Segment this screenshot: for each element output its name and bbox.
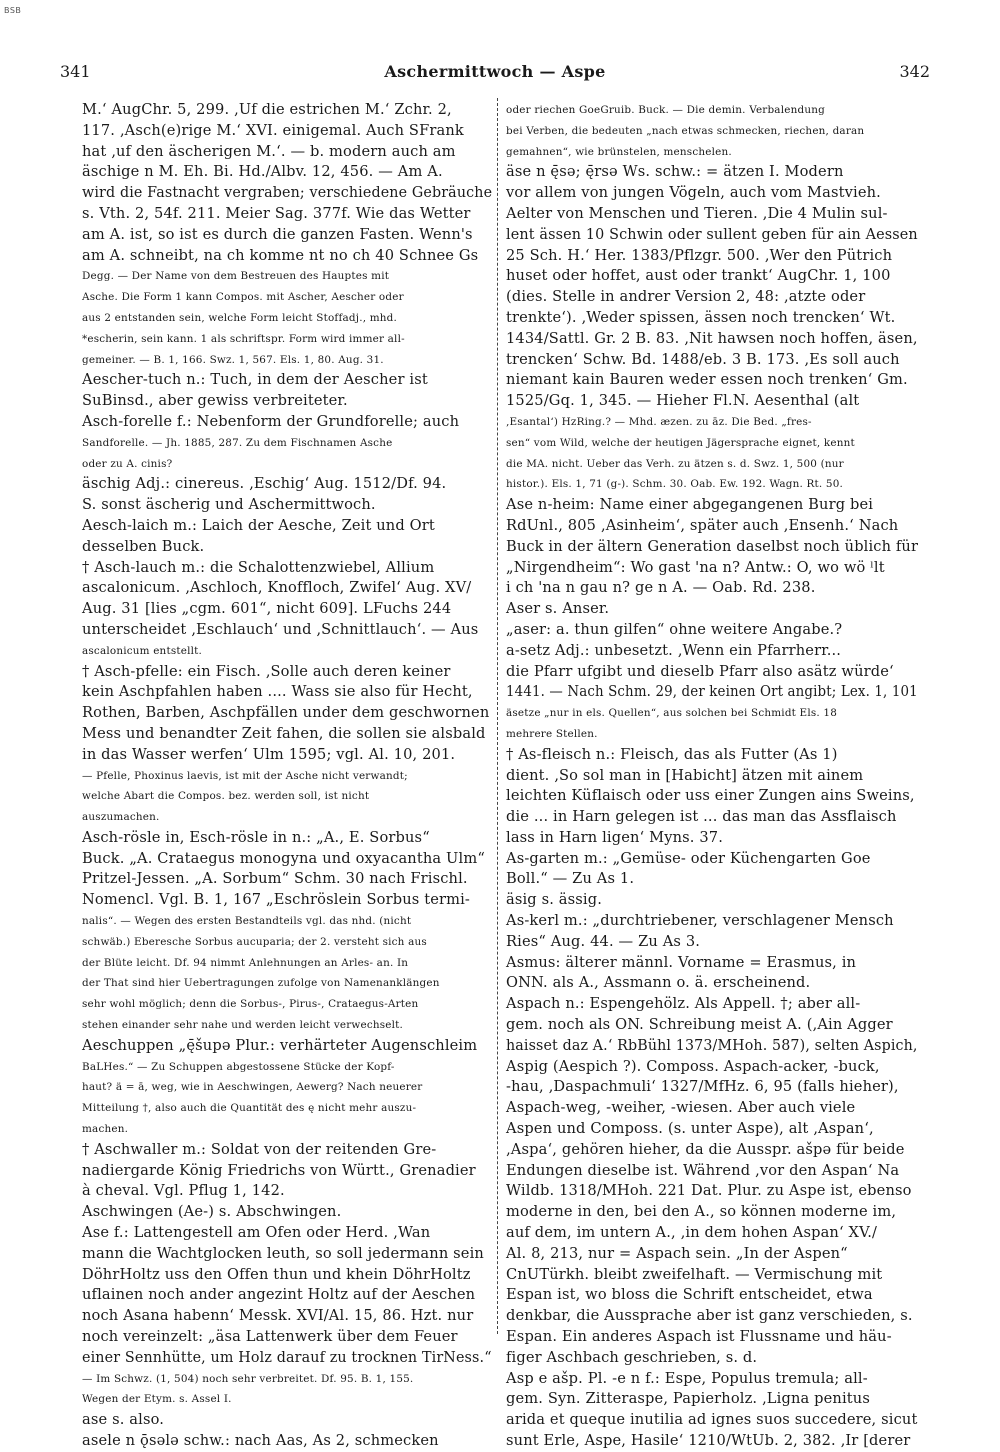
text-line: trencken‘ Schw. Bd. 1488/eb. 3 B. 173. ‚Es soll auch: [506, 350, 900, 368]
text-line: RdUnl., 805 ‚Asinheim‘, später auch ‚Ensenh.‘ Nach: [506, 516, 899, 534]
text-line: äschig Adj.: cinereus. ‚Eschig‘ Aug. 1512/Df. 94.: [82, 475, 447, 493]
text-line: SuBinsd., aber gewiss verbreiteter.: [82, 392, 348, 410]
text-line: Aschwingen (Ae-) s. Abschwingen.: [82, 1203, 342, 1221]
text-line: ‚Esantal‘) HzRing.? — Mhd. æzen. zu āz. Die Bed. „fres-: [506, 415, 812, 428]
text-line: die ... in Harn gelegen ist ... das man das Assflaisch: [506, 808, 897, 826]
text-line: vor allem von jungen Vögeln, auch vom Mastvieh.: [506, 184, 881, 202]
text-line: Rothen, Barben, Aschpfällen under dem geschwornen: [82, 704, 490, 722]
text-line: Buck in der ältern Generation daselbst noch üblich für: [506, 537, 919, 555]
text-line: Nomencl. Vgl. B. 1, 167 „Eschröslein Sorbus termi-: [82, 891, 471, 909]
text-line: a-setz Adj.: unbesetzt. ‚Wenn ein Pfarrherr...: [506, 641, 842, 659]
text-line: am A. schneibt, na ch komme nt no ch 40 Schnee Gs: [82, 246, 479, 264]
column-divider: [497, 98, 498, 1334]
text-line: à cheval. Vgl. Pflug 1, 142.: [82, 1182, 285, 1200]
page-title: Aschermittwoch — Aspe: [384, 62, 606, 81]
text-line: Wegen der Etym. s. Assel I.: [82, 1393, 232, 1406]
text-line: Espan. Ein anderes Aspach ist Flussname und häu-: [506, 1328, 892, 1346]
text-line: — Im Schwz. (1, 504) noch sehr verbreitet. Df. 95. B. 1, 155.: [82, 1372, 414, 1385]
text-line: gemahnen“, wie brünstelen, menschelen.: [506, 145, 732, 158]
text-line: die Pfarr ufgibt und dieselb Pfarr also asätz würde‘: [506, 662, 894, 680]
text-line: s. Vth. 2, 54f. 211. Meier Sag. 377f. Wie das Wetter: [82, 204, 471, 222]
text-line: huset oder hoffet, aust oder trankt‘ AugChr. 1, 100: [506, 267, 891, 285]
text-line: Al. 8, 213, nur = Aspach sein. „In der Aspen“: [506, 1244, 848, 1262]
text-line: gemeiner. — B. 1, 166. Swz. 1, 567. Els. 1, 80. Aug. 31.: [82, 353, 384, 366]
text-line: *escherin, sein kann. 1 als schriftspr. Form wird immer all-: [82, 332, 405, 345]
text-line: 1525/Gq. 1, 345. — Hieher Fl.N. Aesenthal (alt: [506, 392, 860, 410]
text-line: gem. Syn. Zitteraspe, Papierholz. ‚Ligna penitus: [506, 1390, 870, 1408]
text-line: trenkte‘). ‚Weder spissen, ässen noch trencken‘ Wt.: [506, 308, 896, 326]
text-line: — Pfelle, Phoxinus laevis, ist mit der Asche nicht verwandt;: [82, 769, 408, 782]
text-line: gem. noch als ON. Schreibung meist A. (‚Ain Agger: [506, 1016, 893, 1034]
text-line: wird die Fastnacht vergraben; verschiedene Gebräuche: [82, 184, 493, 202]
text-line: bei Verben, die bedeuten „nach etwas schmecken, riechen, daran: [506, 124, 865, 137]
text-line: kein Aschpfahlen haben .... Wass sie also für Hecht,: [82, 683, 473, 701]
text-line: unterscheidet ‚Eschlauch‘ und ‚Schnittlauch‘. — Aus: [82, 620, 479, 638]
text-line: „Nirgendheim“: Wo gast 'na n? Antw.: O, wo wö ˡlt: [506, 558, 885, 576]
text-line: 1441. — Nach Schm. 29, der keinen Ort angibt; Lex. 1, 101: [506, 683, 918, 701]
text-line: Aescher-tuch n.: Tuch, in dem der Aescher ist: [82, 371, 428, 389]
text-line: machen.: [82, 1123, 129, 1136]
text-line: Asch-rösle in, Esch-rösle in n.: „A., E. Sorbus“: [82, 828, 430, 846]
text-line: Aspen und Composs. (s. unter Aspe), alt ‚Aspan‘,: [506, 1120, 874, 1138]
text-line: Degg. — Der Name von dem Bestreuen des Hauptes mit: [82, 270, 390, 283]
text-line: der That sind hier Uebertragungen zufolge von Namenanklängen: [82, 977, 440, 990]
text-line: Aesch-laich m.: Laich der Aesche, Zeit und Ort: [82, 516, 435, 534]
text-line: auszumachen.: [82, 811, 160, 824]
text-line: denkbar, die Aussprache aber ist ganz verschieden, s.: [506, 1307, 913, 1325]
text-line: Asch-forelle f.: Nebenform der Grundforelle; auch: [82, 412, 460, 430]
text-line: sen“ vom Wild, welche der heutigen Jägersprache eignet, kennt: [506, 436, 855, 449]
text-line: ‚Aspa‘, gehören hieher, da die Ausspr. ašpə für beide: [506, 1140, 905, 1158]
text-line: DöhrHoltz uss den Offen thun und khein DöhrHoltz: [82, 1265, 471, 1283]
text-line: sehr wohl möglich; denn die Sorbus-, Pirus-, Crataegus-Arten: [82, 998, 419, 1011]
text-line: Aser s. Anser.: [506, 600, 610, 618]
text-line: nadiergarde König Friedrichs von Württ., Grenadier: [82, 1161, 476, 1179]
text-line: Endungen dieselbe ist. Während ‚vor den Aspan‘ Na: [506, 1161, 900, 1179]
text-line: S. sonst äscherig und Aschermittwoch.: [82, 496, 376, 514]
text-line: sunt Erle, Aspe, Hasile‘ 1210/WtUb. 2, 382. ‚Ir [derer: [506, 1432, 911, 1449]
text-line: hat ‚uf den äscherigen M.‘. — b. modern auch am: [82, 142, 456, 160]
text-line: lass in Harn ligen‘ Myns. 37.: [506, 828, 724, 846]
text-line: haut? ä = ā, weg, wie in Aeschwingen, Aewerg? Nach neuerer: [82, 1081, 423, 1094]
text-line: am A. ist, so ist es durch die ganzen Fasten. Wenn's: [82, 225, 473, 243]
text-line: Asp e ašp. Pl. -e n f.: Espe, Populus tremula; all-: [506, 1369, 868, 1387]
library-stamp: BSB: [4, 6, 22, 15]
text-line: Aspach-weg, -weiher, -wiesen. Aber auch viele: [506, 1099, 856, 1117]
text-line: -hau, ‚Daspachmuli‘ 1327/MfHz. 6, 95 (falls hieher),: [506, 1078, 899, 1096]
text-line: Aspach n.: Espengehölz. Als Appell. †; aber all-: [506, 995, 861, 1013]
text-line: Boll.“ — Zu As 1.: [506, 870, 635, 888]
text-line: Pritzel-Jessen. „A. Sorbum“ Schm. 30 nach Frischl.: [82, 870, 468, 888]
text-line: noch Asana habenn‘ Messk. XVI/Al. 15, 86. Hzt. nur: [82, 1307, 474, 1325]
text-line: Aelter von Menschen und Tieren. ‚Die 4 Mulin sul-: [506, 204, 888, 222]
text-line: leichten Küflaisch oder uss einer Zungen ains Sweins,: [506, 787, 915, 805]
page-header: [60, 62, 930, 88]
text-line: Aug. 31 [lies „cgm. 601“, nicht 609]. LFuchs 244: [82, 600, 452, 618]
text-line: noch vereinzelt: „äsa Lattenwerk über dem Feuer: [82, 1328, 458, 1346]
text-line: BaLHes.“ — Zu Schuppen abgestossene Stücke der Kopf-: [82, 1060, 395, 1073]
text-line: schwäb.) Eberesche Sorbus aucuparia; der 2. versteht sich aus: [82, 935, 427, 948]
text-line: † Asch-pfelle: ein Fisch. ‚Solle auch deren keiner: [82, 662, 451, 680]
text-line: uflainen noch ander angezint Holtz auf der Aeschen: [82, 1286, 476, 1304]
text-line: dient. ‚So sol man in [Habicht] ätzen mit ainem: [506, 766, 864, 784]
text-line: moderne in den, bei den A., so können moderne im,: [506, 1203, 897, 1221]
text-line: Sandforelle. — Jh. 1885, 287. Zu dem Fischnamen Asche: [82, 436, 393, 449]
text-line: ascalonicum entstellt.: [82, 644, 203, 657]
text-line: oder zu A. cinis?: [82, 457, 173, 470]
text-line: Buck. „A. Crataegus monogyna und oxyacantha Ulm“: [82, 849, 485, 867]
text-line: Mess und benandter Zeit fahen, die sollen sie alsbald: [82, 724, 486, 742]
text-line: äse n ę̄sə; ę̄rsə Ws. schw.: = ätzen I. Modern: [506, 163, 844, 181]
text-line: aus 2 entstanden sein, welche Form leicht Stoffadj., mhd.: [82, 311, 397, 324]
text-line: Ase n-heim: Name einer abgegangenen Burg bei: [506, 496, 874, 514]
text-line: As-kerl m.: „durchtriebener, verschlagener Mensch: [506, 912, 894, 930]
text-line: haisset daz A.‘ RbBühl 1373/MHoh. 587), selten Aspich,: [506, 1036, 918, 1054]
text-line: As-garten m.: „Gemüse- oder Küchengarten Goe: [506, 849, 871, 867]
text-line: äschige n M. Eh. Bi. Hd./Albv. 12, 456. — Am A.: [82, 163, 443, 181]
text-line: CnUTürkh. bleibt zweifelhaft. — Vermischung mit: [506, 1265, 883, 1283]
text-line: † Aschwaller m.: Soldat von der reitenden Gre-: [82, 1140, 437, 1158]
text-line: Asche. Die Form 1 kann Compos. mit Ascher, Aescher oder: [82, 291, 404, 304]
text-line: arida et queque inutilia ad ignes suos succedere, sicut: [506, 1411, 918, 1429]
text-line: ascalonicum. ‚Aschloch, Knoffloch, Zwifel‘ Aug. XV/: [82, 579, 472, 597]
text-line: figer Aschbach geschrieben, s. d.: [506, 1348, 758, 1366]
page-number-right: 342: [899, 62, 930, 81]
text-line: histor.). Els. 1, 71 (g-). Schm. 30. Oab. Ew. 192. Wagn. Rt. 50.: [506, 478, 844, 491]
page-number-left: 341: [60, 62, 91, 81]
text-line: i ch 'na n gau n? ge n A. — Oab. Rd. 238.: [506, 579, 816, 597]
text-line: „aser: a. thun gilfen“ ohne weitere Angabe.?: [506, 620, 843, 638]
text-line: asele n ǭsələ schw.: nach Aas, As 2, schmecken: [82, 1432, 439, 1449]
text-line: ONN. als A., Assmann o. ä. erscheinend.: [506, 974, 811, 992]
text-line: 1434/Sattl. Gr. 2 B. 83. ‚Nit hawsen noch hoffen, äsen,: [506, 329, 918, 347]
text-line: welche Abart die Compos. bez. werden soll, ist nicht: [82, 790, 370, 803]
text-line: Aeschuppen „ę̄šupə Plur.: verhärteter Augenschleim: [82, 1036, 478, 1054]
right-column: [506, 100, 919, 1449]
text-line: (dies. Stelle in andrer Version 2, 48: ‚atzte oder: [506, 288, 866, 306]
text-line: mehrere Stellen.: [506, 727, 598, 740]
text-line: die MA. nicht. Ueber das Verh. zu ätzen s. d. Swz. 1, 500 (nur: [506, 457, 844, 470]
text-line: oder riechen GoeGruib. Buck. — Die demin. Verbalendung: [506, 104, 825, 116]
text-line: 117. ‚Asch(e)rige M.‘ XVI. einigemal. Auch SFrank: [82, 121, 464, 139]
text-line: Mitteilung †, also auch die Quantität des ę nicht mehr auszu-: [82, 1102, 417, 1115]
text-line: mann die Wachtglocken leuth, so soll jedermann sein: [82, 1244, 484, 1262]
text-line: † As-fleisch n.: Fleisch, das als Futter (As 1): [506, 745, 838, 763]
text-line: 25 Sch. H.‘ Her. 1383/Pflzgr. 500. ‚Wer den Pütrich: [506, 246, 893, 264]
text-line: nalis“. — Wegen des ersten Bestandteils vgl. das nhd. (nicht: [82, 915, 412, 928]
text-line: niemant kain Bauren weder essen noch trenken‘ Gm.: [506, 371, 908, 389]
text-line: Aspig (Aespich ?). Composs. Aspach-acker, -buck,: [506, 1057, 880, 1075]
text-line: stehen einander sehr nahe und werden leicht verwechselt.: [82, 1019, 404, 1032]
text-line: Asmus: älterer männl. Vorname = Erasmus, in: [506, 953, 857, 971]
text-line: Wildb. 1318/MHoh. 221 Dat. Plur. zu Aspe ist, ebenso: [506, 1182, 912, 1200]
text-line: in das Wasser werfen‘ Ulm 1595; vgl. Al. 10, 201.: [82, 745, 456, 763]
text-line: auf dem, im untern A., ‚in dem hohen Aspan‘ XV./: [506, 1224, 878, 1242]
text-line: Ries“ Aug. 44. — Zu As 3.: [506, 932, 701, 950]
text-line: desselben Buck.: [82, 537, 205, 555]
text-line: äsig s. ässig.: [506, 891, 603, 909]
text-line: Ase f.: Lattengestell am Ofen oder Herd. ‚Wan: [82, 1224, 431, 1242]
text-line: Espan ist, wo bloss die Schrift entscheidet, etwa: [506, 1286, 873, 1304]
text-line: einer Sennhütte, um Holz darauf zu trocknen TirNess.“: [82, 1348, 492, 1366]
text-line: ase s. also.: [82, 1411, 165, 1429]
text-line: der Blüte leicht. Df. 94 nimmt Anlehnungen an Arles- an. In: [82, 956, 409, 969]
text-line: äsetze „nur in els. Quellen“, aus solchen bei Schmidt Els. 18: [506, 707, 838, 720]
text-line: M.‘ AugChr. 5, 299. ‚Uf die estrichen M.‘ Zchr. 2,: [82, 101, 452, 118]
text-line: † Asch-lauch m.: die Schalottenzwiebel, Allium: [82, 558, 435, 576]
left-column: [82, 100, 493, 1449]
text-line: lent ässen 10 Schwin oder sullent geben für ain Aessen: [506, 225, 918, 243]
